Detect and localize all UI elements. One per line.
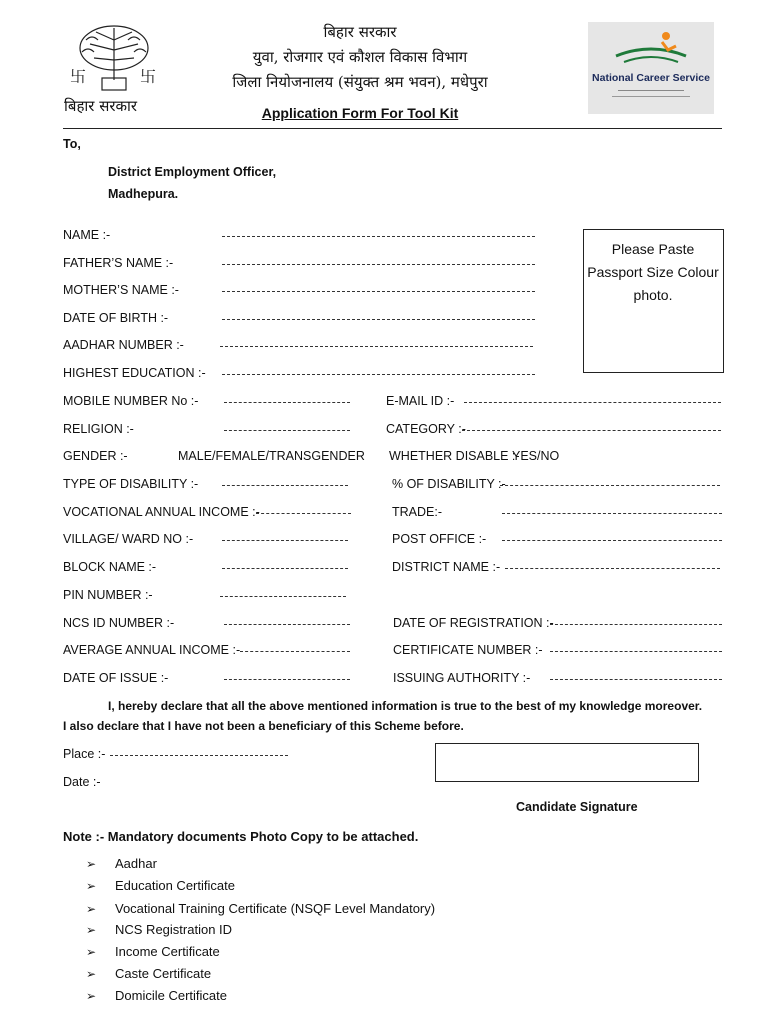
disability-pct-field[interactable] [500, 485, 720, 486]
email-field[interactable] [464, 402, 721, 403]
arrow-bullet-icon: ➢ [86, 923, 97, 937]
disability-pct-label: % OF DISABILITY :- [392, 477, 506, 491]
declaration-line-1: I, hereby declare that all the above mentioned information is true to the best of my knowledge moreover. [108, 699, 703, 713]
svg-text:卐: 卐 [140, 67, 157, 86]
issuing-authority-field[interactable] [550, 679, 722, 680]
header-department: युवा, रोजगार एवं कौशल विकास विभाग [252, 48, 468, 66]
vocational-income-label: VOCATIONAL ANNUAL INCOME :- [63, 505, 260, 519]
photo-box-text: Please Paste Passport Size Colour photo. [587, 241, 719, 303]
religion-field[interactable] [224, 430, 350, 431]
arrow-bullet-icon: ➢ [86, 945, 97, 959]
trade-label: TRADE:- [392, 505, 442, 519]
list-item [86, 856, 157, 871]
ncs-id-label: NCS ID NUMBER :- [63, 616, 175, 630]
category-label: CATEGORY :- [386, 422, 466, 436]
disability-type-field[interactable] [222, 485, 348, 486]
disable-options[interactable]: YES/NO [512, 449, 560, 463]
pin-field[interactable] [220, 596, 346, 597]
trade-field[interactable] [502, 513, 722, 514]
education-field[interactable] [222, 374, 535, 375]
list-item [86, 966, 211, 981]
form-title: Application Form For Tool Kit [261, 105, 459, 121]
disability-type-label: TYPE OF DISABILITY :- [63, 477, 199, 491]
vocational-income-field[interactable] [256, 513, 351, 514]
block-label: BLOCK NAME :- [63, 560, 157, 574]
note-item-text: Aadhar [115, 856, 157, 871]
header-rule [63, 128, 722, 129]
arrow-bullet-icon: ➢ [86, 989, 97, 1003]
dob-label: DATE OF BIRTH :- [63, 311, 169, 325]
gender-options[interactable]: MALE/FEMALE/TRANSGENDER [178, 449, 365, 463]
father-name-field[interactable] [222, 264, 535, 265]
mobile-label: MOBILE NUMBER No :- [63, 394, 199, 408]
aadhar-field[interactable] [220, 346, 533, 347]
bihar-logo-caption: बिहार सरकार [64, 97, 138, 115]
ncs-tagline-line [618, 90, 684, 91]
list-item [86, 878, 235, 893]
name-field[interactable] [222, 236, 535, 237]
addressee-title: District Employment Officer, [108, 165, 277, 179]
certificate-no-label: CERTIFICATE NUMBER :- [393, 643, 543, 657]
note-item-text: NCS Registration ID [115, 922, 233, 937]
declaration-line-2: I also declare that I have not been a beneficiary of this Scheme before. [63, 719, 464, 733]
addressee-place: Madhepura. [108, 187, 179, 201]
religion-label: RELIGION :- [63, 422, 134, 436]
block-field[interactable] [222, 568, 348, 569]
note-item-text: Education Certificate [115, 878, 235, 893]
mother-name-field[interactable] [222, 291, 535, 292]
dob-field[interactable] [222, 319, 535, 320]
ncs-tagline-line-2 [612, 96, 690, 97]
avg-income-field[interactable] [240, 651, 350, 652]
mother-name-label: MOTHER’S NAME :- [63, 283, 179, 297]
father-name-label: FATHER’S NAME :- [63, 256, 174, 270]
gender-label: GENDER :- [63, 449, 128, 463]
svg-text:卐: 卐 [70, 67, 87, 86]
ncs-logo-text: National Career Service [592, 72, 710, 84]
email-label: E-MAIL ID :- [386, 394, 455, 408]
aadhar-label: AADHAR NUMBER :- [63, 338, 184, 352]
ncs-id-field[interactable] [224, 624, 350, 625]
disable-label: WHETHER DISABLE :- [389, 449, 520, 463]
arrow-bullet-icon: ➢ [86, 879, 97, 893]
issue-date-field[interactable] [224, 679, 350, 680]
note-title: Note :- Mandatory documents Photo Copy to be attached. [63, 829, 419, 844]
district-label: DISTRICT NAME :- [392, 560, 501, 574]
list-item [86, 944, 220, 959]
arrow-bullet-icon: ➢ [86, 857, 97, 871]
header-office: जिला नियोजनालय (संयुक्त श्रम भवन), मधेपुरा [232, 73, 488, 91]
date-label: Date :- [63, 775, 101, 789]
to-label: To, [63, 137, 81, 151]
note-item-text: Domicile Certificate [115, 988, 227, 1003]
avg-income-label: AVERAGE ANNUAL INCOME :- [63, 643, 241, 657]
signature-box[interactable] [435, 743, 699, 782]
arrow-bullet-icon: ➢ [86, 902, 97, 916]
arrow-bullet-icon: ➢ [86, 967, 97, 981]
note-item-text: Caste Certificate [115, 966, 212, 981]
certificate-no-field[interactable] [550, 651, 722, 652]
education-label: HIGHEST EDUCATION :- [63, 366, 206, 380]
note-item-text: Vocational Training Certificate (NSQF Level Mandatory) [115, 901, 436, 916]
place-label: Place :- [63, 747, 106, 761]
village-field[interactable] [222, 540, 348, 541]
post-office-field[interactable] [502, 540, 722, 541]
category-field[interactable] [462, 430, 721, 431]
district-field[interactable] [505, 568, 720, 569]
header-state: बिहार सरकार [323, 23, 397, 41]
signature-label: Candidate Signature [516, 800, 638, 814]
list-item [86, 922, 232, 937]
list-item [86, 988, 227, 1003]
ncs-swoosh-icon [588, 22, 714, 72]
ncs-logo [588, 22, 714, 114]
place-field[interactable] [110, 755, 288, 756]
registration-date-label: DATE OF REGISTRATION :- [393, 616, 554, 630]
list-item [86, 901, 435, 916]
mobile-field[interactable] [224, 402, 350, 403]
registration-date-field[interactable] [550, 624, 722, 625]
issuing-authority-label: ISSUING AUTHORITY :- [393, 671, 531, 685]
village-label: VILLAGE/ WARD NO :- [63, 532, 194, 546]
issue-date-label: DATE OF ISSUE :- [63, 671, 169, 685]
pin-label: PIN NUMBER :- [63, 588, 153, 602]
name-label: NAME :- [63, 228, 111, 242]
note-item-text: Income Certificate [115, 944, 220, 959]
post-office-label: POST OFFICE :- [392, 532, 487, 546]
